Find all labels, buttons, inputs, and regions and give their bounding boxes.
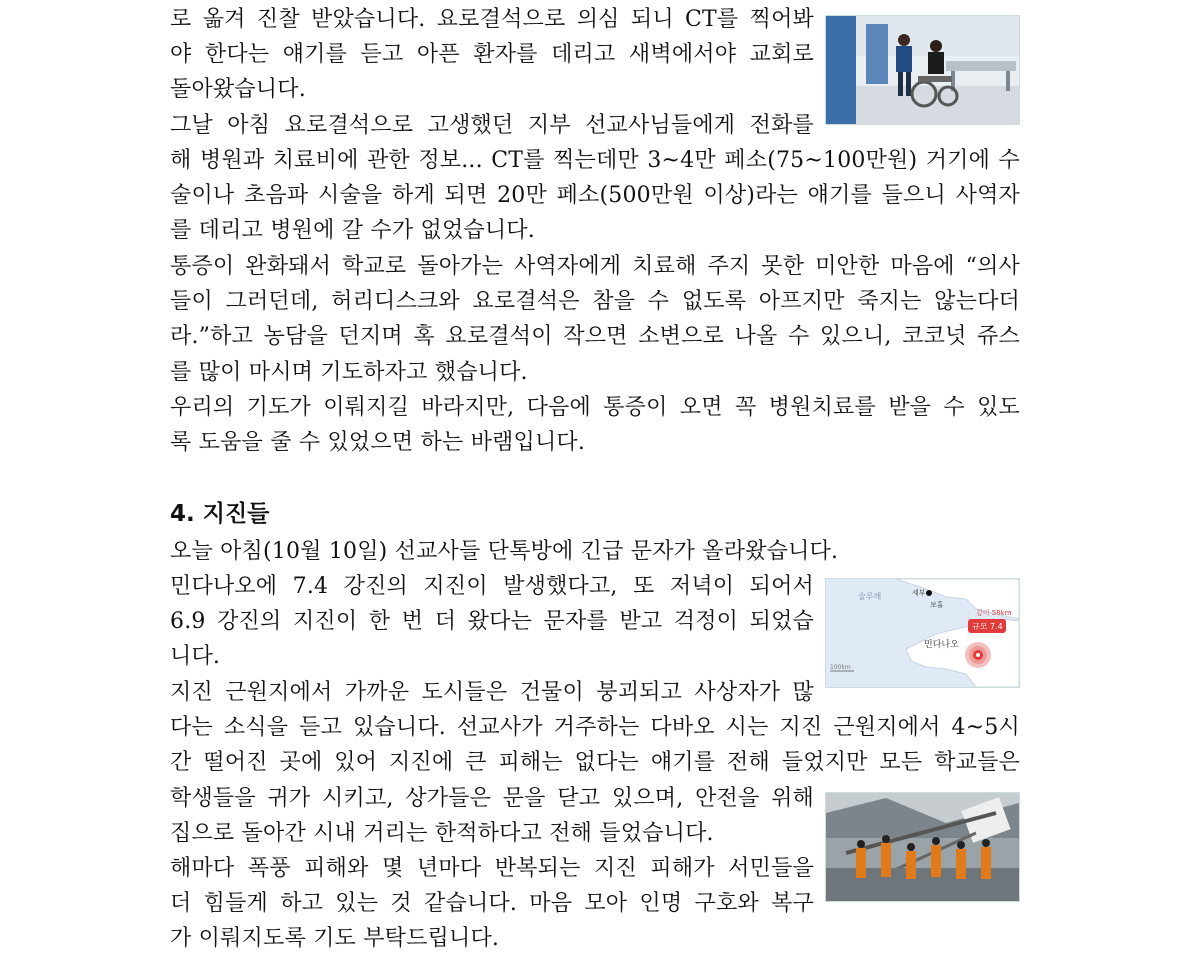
document-page	[170, 0, 1020, 977]
map-scale: 100km	[830, 664, 851, 671]
text-line: 오늘 아침(10월 10일) 선교사들 단톡방에 긴급 문자가 올라왔습니다.	[170, 539, 839, 564]
text-line: 돌아왔습니다.	[170, 77, 306, 103]
map-label-city2: 보홀	[930, 601, 944, 609]
paragraph-earthquake-news	[170, 569, 814, 675]
text-line: 해 병원과 치료비에 관한 정보... CT를 찍는데만 3~4만 페소(75~100만원) 거기에 수	[170, 148, 1020, 173]
rescue-photo	[825, 792, 1020, 902]
text-line: 간 떨어진 곳에 있어 지진에 큰 피해는 없다는 얘기를 전해 들었지만 모든 학교들은	[170, 750, 1020, 776]
paragraph-pain-relief	[170, 249, 1020, 390]
text-line: 지진 근원지에서 가까운 도시들은 건물이 붕괴되고 사상자가 많	[170, 680, 814, 705]
text-line: 니다.	[170, 644, 221, 670]
map-label-city1: 세부	[912, 589, 926, 597]
paragraph-prayer-request	[170, 851, 814, 957]
paragraph-phone-call	[170, 108, 814, 143]
text-line: 를 많이 마시며 기도하자고 했습니다.	[170, 359, 528, 385]
text-line: 야 한다는 얘기를 듣고 아픈 환자를 데리고 새벽에서야 교회로	[170, 42, 814, 68]
text-line: 술이나 초음파 시술을 하게 되면 20만 페소(500만원 이상)라는 얘기를 들으니 사역자	[170, 183, 1020, 209]
text-line: 학생들을 귀가 시키고, 상가들은 문을 닫고 있으며, 안전을 위해	[170, 786, 814, 811]
paragraph-urgent-message	[170, 534, 1020, 569]
earthquake-map	[825, 578, 1020, 688]
text-line: 우리의 기도가 이뤄지길 바라지만, 다음에 통증이 오면 꼭 병원치료를 받을 수 있도	[170, 395, 1020, 420]
epicenter-marker	[965, 642, 991, 668]
paragraph-phone-call-cont	[170, 143, 1020, 249]
map-label-depth: 깊이 58km	[976, 609, 1012, 617]
paragraph-hospital-visit	[170, 2, 814, 108]
text-line: 로 옮겨 진찰 받았습니다. 요로결석으로 의심 되니 CT를 찍어봐	[170, 7, 814, 32]
text-line: 다는 소식을 듣고 있습니다. 선교사가 거주하는 다바오 시는 지진 근원지에서 4~5시	[170, 715, 1020, 740]
text-line: 록 도움을 줄 수 있었으면 하는 바램입니다.	[170, 430, 586, 456]
text-line: 민다나오에 7.4 강진의 지진이 발생했다고, 또 저녁이 되어서	[170, 574, 814, 599]
text-line: 가 이뤄지도록 기도 부탁드립니다.	[170, 926, 500, 952]
map-label-sea: 술루해	[858, 592, 882, 601]
text-line: 라.”하고 농담을 던지며 혹 요로결석이 작으면 소변으로 나올 수 있으니, 코코넛 쥬스	[170, 324, 1020, 350]
hospital-photo	[825, 15, 1020, 125]
text-line: 해마다 폭풍 피해와 몇 년마다 반복되는 지진 피해가 서민들을	[170, 856, 814, 881]
text-line: 6.9 강진의 지진이 한 번 더 왔다는 문자를 받고 걱정이 되었습	[170, 609, 814, 635]
text-line: 통증이 완화돼서 학교로 돌아가는 사역자에게 치료해 주지 못한 미안한 마음에 “의사	[170, 254, 1020, 279]
section-heading: 4. 지진들	[170, 501, 270, 527]
map-label-region: 민다나오	[924, 640, 959, 650]
text-line: 그날 아침 요로결석으로 고생했던 지부 선교사님들에게 전화를	[170, 113, 814, 138]
text-line: 더 힘들게 하고 있는 것 같습니다. 마음 모아 인명 구호와 복구	[170, 891, 814, 917]
text-line: 들이 그러던데, 허리디스크와 요로결석은 참을 수 없도록 아프지만 죽지는 않는다더	[170, 289, 1020, 315]
paragraph-damage-cont	[170, 710, 1020, 780]
paragraph-hope	[170, 390, 1020, 460]
paragraph-damage-cont2	[170, 781, 814, 851]
text-line: 를 데리고 병원에 갈 수가 없었습니다.	[170, 218, 535, 244]
text-line: 집으로 돌아간 시내 거리는 한적하다고 전해 들었습니다.	[170, 821, 714, 847]
map-label-magnitude: 규모 7.4	[972, 622, 1003, 631]
paragraph-damage	[170, 675, 814, 710]
